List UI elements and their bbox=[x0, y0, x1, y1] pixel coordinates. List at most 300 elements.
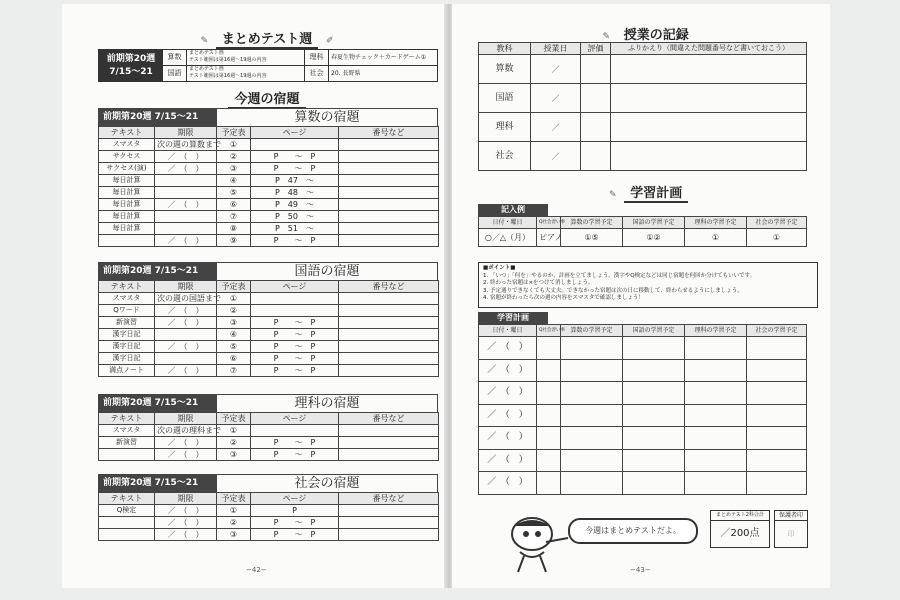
table-row bbox=[99, 329, 439, 341]
summary-subject: 算数 bbox=[163, 50, 187, 65]
example-cell: ピアノ bbox=[537, 229, 561, 247]
table-row bbox=[99, 529, 439, 541]
example-cell: ①② bbox=[623, 229, 685, 247]
subject-cell: 理科 bbox=[479, 113, 531, 142]
note-line: 1. 「いつ」「何を」やるのか、計画を立てましょう。漢字やQ検定などは同じ宿題を何回か分けてもいいです。 bbox=[483, 272, 756, 279]
table-cell: ⑥ bbox=[217, 199, 251, 211]
table-row bbox=[99, 175, 439, 187]
record-title: ✎ 授業の記録 bbox=[562, 24, 732, 43]
table-cell: ／ （ ） bbox=[155, 449, 217, 461]
table-cell: ③ bbox=[217, 529, 251, 541]
table-cell: P 〜 P bbox=[251, 235, 339, 247]
table-cell bbox=[339, 365, 439, 377]
right-page bbox=[452, 4, 830, 588]
table-row bbox=[99, 353, 439, 365]
plan-cell[interactable] bbox=[747, 337, 807, 360]
points-note bbox=[478, 262, 818, 308]
table-row bbox=[99, 341, 439, 353]
test-week-title: ✎ まとめテスト週 ✐ bbox=[182, 28, 352, 47]
column-header: テキスト bbox=[99, 127, 155, 139]
plan-cell[interactable] bbox=[561, 472, 623, 495]
plan-row bbox=[479, 337, 807, 360]
header-row bbox=[479, 325, 807, 337]
table-cell: スマスタ bbox=[99, 425, 155, 437]
reflection-cell bbox=[611, 113, 807, 142]
table-row bbox=[99, 211, 439, 223]
table-cell bbox=[339, 305, 439, 317]
column-header: 授業日 bbox=[531, 43, 581, 55]
column-header: 社会の学習予定 bbox=[747, 325, 807, 337]
section-tag: 前期第20週 7/15〜21 bbox=[99, 109, 217, 126]
table-cell: P 〜 P bbox=[251, 329, 339, 341]
section-header bbox=[98, 474, 438, 492]
table-cell: ／ （ ） bbox=[155, 151, 217, 163]
column-header: 国語の学習予定 bbox=[623, 217, 685, 229]
example-cell: ① bbox=[747, 229, 807, 247]
plan-cell[interactable] bbox=[623, 337, 685, 360]
table-cell: P 51 〜 bbox=[251, 223, 339, 235]
plan-cell[interactable] bbox=[537, 382, 561, 405]
summary-subject2: 社会 bbox=[305, 66, 329, 82]
table-cell: P 〜 P bbox=[251, 449, 339, 461]
table-cell bbox=[339, 505, 439, 517]
table-row bbox=[99, 425, 439, 437]
table-cell: P 47 〜 bbox=[251, 175, 339, 187]
table-cell: ② bbox=[217, 151, 251, 163]
table-row bbox=[99, 235, 439, 247]
table-cell: 次の週の算数まで bbox=[155, 139, 217, 151]
column-header: ページ bbox=[251, 493, 339, 505]
column-header: 予定表 bbox=[217, 281, 251, 293]
plan-cell[interactable] bbox=[685, 472, 747, 495]
page-number-left: −42− bbox=[246, 566, 267, 574]
table-cell: 毎日計算 bbox=[99, 187, 155, 199]
column-header: ページ bbox=[251, 413, 339, 425]
table-cell: P 〜 P bbox=[251, 517, 339, 529]
plan-cell[interactable] bbox=[685, 359, 747, 382]
plan-cell[interactable] bbox=[561, 359, 623, 382]
section-header bbox=[98, 262, 438, 280]
reflection-cell bbox=[611, 84, 807, 113]
table-cell: ① bbox=[217, 293, 251, 305]
table-cell: Qワード bbox=[99, 305, 155, 317]
note-line: 2. 終わった宿題は×をつけて消しましょう。 bbox=[483, 280, 594, 286]
table-row bbox=[479, 84, 807, 113]
column-header: 予定表 bbox=[217, 413, 251, 425]
plan-row bbox=[479, 449, 807, 472]
example-cell: ○／△（月） bbox=[479, 229, 537, 247]
plan-cell[interactable] bbox=[537, 427, 561, 450]
mascot-icon: ✎ bbox=[602, 32, 610, 42]
plan-cell[interactable] bbox=[623, 427, 685, 450]
score-box: まとめテスト2科合計 ／200点 bbox=[710, 510, 770, 548]
table-cell bbox=[251, 139, 339, 151]
plan-row bbox=[479, 382, 807, 405]
table-cell bbox=[339, 517, 439, 529]
table-cell: ／ （ ） bbox=[155, 529, 217, 541]
column-header: 期限 bbox=[155, 127, 217, 139]
date-cell[interactable]: ／ （ ） bbox=[479, 359, 537, 382]
plan-cell[interactable] bbox=[747, 472, 807, 495]
plan-cell[interactable] bbox=[623, 359, 685, 382]
table-cell bbox=[155, 353, 217, 365]
table-cell bbox=[339, 223, 439, 235]
homework-section bbox=[98, 262, 438, 377]
section-tag: 前期第20週 7/15〜21 bbox=[99, 263, 217, 280]
page-number-right: −43− bbox=[630, 566, 651, 574]
table-cell: P 〜 P bbox=[251, 365, 339, 377]
table-cell: 毎日計算 bbox=[99, 199, 155, 211]
header-row bbox=[99, 281, 439, 293]
column-header: 社会の学習予定 bbox=[747, 217, 807, 229]
table-cell: P 〜 P bbox=[251, 317, 339, 329]
table-row bbox=[99, 151, 439, 163]
header-row bbox=[99, 493, 439, 505]
plan-cell[interactable] bbox=[561, 337, 623, 360]
plan-cell[interactable] bbox=[537, 449, 561, 472]
column-header: 期限 bbox=[155, 413, 217, 425]
table-cell bbox=[339, 425, 439, 437]
section-title: 算数の宿題 bbox=[294, 110, 360, 125]
table-cell: ⑧ bbox=[217, 223, 251, 235]
column-header: Q社会習い事 bbox=[537, 217, 561, 229]
table-row bbox=[479, 142, 807, 171]
column-header: 理科の学習予定 bbox=[685, 325, 747, 337]
table-cell: スマスタ bbox=[99, 293, 155, 305]
table-cell bbox=[339, 151, 439, 163]
table-cell: ／ （ ） bbox=[155, 199, 217, 211]
example-tag: 記入例 bbox=[478, 204, 548, 216]
test-summary-rows bbox=[163, 50, 437, 82]
grade-cell bbox=[581, 113, 611, 142]
table-cell: ／ （ ） bbox=[155, 341, 217, 353]
table-cell: 毎日計算 bbox=[99, 223, 155, 235]
date-cell[interactable]: ／ （ ） bbox=[479, 382, 537, 405]
plan-cell[interactable] bbox=[685, 449, 747, 472]
plan-cell[interactable] bbox=[623, 404, 685, 427]
table-cell bbox=[99, 529, 155, 541]
column-header: 番号など bbox=[339, 127, 439, 139]
plan-tag: 学習計画 bbox=[478, 312, 548, 324]
summary-content2: 春夏生物チェック＋カードゲーム① bbox=[331, 54, 427, 61]
table-cell bbox=[339, 329, 439, 341]
table-cell: P 〜 P bbox=[251, 437, 339, 449]
plan-cell[interactable] bbox=[537, 359, 561, 382]
table-cell bbox=[155, 329, 217, 341]
table-cell: ／ （ ） bbox=[155, 235, 217, 247]
mascot-icon: ✎ bbox=[608, 190, 617, 200]
test-summary-box bbox=[98, 49, 438, 82]
plan-cell[interactable] bbox=[685, 382, 747, 405]
column-header: ページ bbox=[251, 127, 339, 139]
plan-cell[interactable] bbox=[537, 472, 561, 495]
column-header: テキスト bbox=[99, 493, 155, 505]
section-header bbox=[98, 108, 438, 126]
note-line: ■ポイント■ bbox=[483, 265, 516, 271]
plan-row bbox=[479, 427, 807, 450]
table-cell: ② bbox=[217, 437, 251, 449]
plan-title: ✎ 学習計画 bbox=[582, 182, 712, 201]
table-cell bbox=[339, 187, 439, 199]
example-cell: ①⑤ bbox=[561, 229, 623, 247]
table-cell bbox=[339, 353, 439, 365]
plan-cell[interactable] bbox=[561, 427, 623, 450]
date-cell: ／ bbox=[531, 113, 581, 142]
summary-row bbox=[163, 50, 437, 66]
table-cell: ／ （ ） bbox=[155, 437, 217, 449]
column-header: 算数の学習予定 bbox=[561, 217, 623, 229]
summary-subject2: 理科 bbox=[305, 50, 329, 65]
reflection-cell bbox=[611, 55, 807, 84]
column-header: ページ bbox=[251, 281, 339, 293]
pencil-icon: ✐ bbox=[325, 36, 334, 46]
table-cell: ／ （ ） bbox=[155, 505, 217, 517]
table-cell bbox=[339, 235, 439, 247]
table-row bbox=[99, 187, 439, 199]
table-cell: サクセス(演) bbox=[99, 163, 155, 175]
date-cell: ／ bbox=[531, 55, 581, 84]
mascot-icon: ✎ bbox=[200, 36, 208, 46]
table-cell: 毎日計算 bbox=[99, 211, 155, 223]
table-cell bbox=[99, 235, 155, 247]
section-tag: 前期第20週 7/15〜21 bbox=[99, 395, 217, 412]
column-header: 期限 bbox=[155, 281, 217, 293]
table-cell: 次の週の国語まで bbox=[155, 293, 217, 305]
table-cell: ⑤ bbox=[217, 187, 251, 199]
table-cell: ⑦ bbox=[217, 211, 251, 223]
column-header: 番号など bbox=[339, 281, 439, 293]
plan-row bbox=[479, 472, 807, 495]
table-cell bbox=[155, 187, 217, 199]
table-cell bbox=[251, 305, 339, 317]
column-header: Q社会習い事 bbox=[537, 325, 561, 337]
example-cell: ① bbox=[685, 229, 747, 247]
table-cell: 新演習 bbox=[99, 317, 155, 329]
table-cell: ⑨ bbox=[217, 235, 251, 247]
example-table bbox=[478, 204, 806, 247]
subject-cell: 国語 bbox=[479, 84, 531, 113]
table-cell: ③ bbox=[217, 163, 251, 175]
column-header: 算数の学習予定 bbox=[561, 325, 623, 337]
column-header: テキスト bbox=[99, 281, 155, 293]
table-cell: 漢字日記 bbox=[99, 329, 155, 341]
homework-section bbox=[98, 108, 438, 247]
table-row bbox=[99, 293, 439, 305]
plan-cell[interactable] bbox=[685, 427, 747, 450]
table-cell bbox=[155, 175, 217, 187]
header-row bbox=[99, 127, 439, 139]
column-header: 理科の学習予定 bbox=[685, 217, 747, 229]
table-cell bbox=[99, 517, 155, 529]
table-cell: ／ （ ） bbox=[155, 317, 217, 329]
table-cell bbox=[339, 449, 439, 461]
column-header: 予定表 bbox=[217, 493, 251, 505]
plan-cell[interactable] bbox=[747, 382, 807, 405]
table-row bbox=[99, 317, 439, 329]
table-cell: ③ bbox=[217, 317, 251, 329]
note-line: 3. 予定通りできなくても大丈夫。できなかった宿題は次の日に移動して、終わらせるようにしましょう。 bbox=[483, 287, 743, 294]
summary-row bbox=[163, 66, 437, 82]
column-header: 番号など bbox=[339, 493, 439, 505]
table-cell: ① bbox=[217, 139, 251, 151]
table-cell: ⑥ bbox=[217, 353, 251, 365]
column-header: 予定表 bbox=[217, 127, 251, 139]
table-row bbox=[99, 223, 439, 235]
table-cell bbox=[339, 317, 439, 329]
date-cell: ／ bbox=[531, 84, 581, 113]
table-cell bbox=[339, 437, 439, 449]
table-cell: P 〜 P bbox=[251, 341, 339, 353]
table-cell bbox=[339, 163, 439, 175]
table-cell bbox=[339, 341, 439, 353]
table-cell: ⑤ bbox=[217, 341, 251, 353]
table-row bbox=[99, 199, 439, 211]
table-cell bbox=[155, 211, 217, 223]
table-cell: ③ bbox=[217, 449, 251, 461]
plan-row bbox=[479, 359, 807, 382]
plan-cell[interactable] bbox=[747, 404, 807, 427]
table-cell: 満点ノート bbox=[99, 365, 155, 377]
plan-table bbox=[478, 312, 806, 495]
table-cell: スマスタ bbox=[99, 139, 155, 151]
plan-cell[interactable] bbox=[747, 449, 807, 472]
table-cell: 漢字日記 bbox=[99, 341, 155, 353]
date-cell[interactable]: ／ （ ） bbox=[479, 337, 537, 360]
plan-cell[interactable] bbox=[537, 337, 561, 360]
parent-stamp-box: 保護者印 印 bbox=[774, 510, 808, 548]
table-cell: Q検定 bbox=[99, 505, 155, 517]
date-cell[interactable]: ／ （ ） bbox=[479, 427, 537, 450]
column-header: テキスト bbox=[99, 413, 155, 425]
homework-table bbox=[98, 412, 439, 461]
plan-cell[interactable] bbox=[561, 382, 623, 405]
table-row bbox=[99, 437, 439, 449]
section-title: 国語の宿題 bbox=[294, 264, 360, 279]
column-header: 日付・曜日 bbox=[479, 217, 537, 229]
header-row bbox=[479, 217, 807, 229]
table-row bbox=[479, 113, 807, 142]
summary-content2: 20. 長野県 bbox=[331, 70, 361, 77]
left-page bbox=[62, 4, 446, 588]
column-header: 番号など bbox=[339, 413, 439, 425]
summary-content: まとめテスト画 テスト範囲は第16週〜19週の内容 bbox=[187, 50, 305, 65]
subject-cell: 算数 bbox=[479, 55, 531, 84]
table-cell: P 50 〜 bbox=[251, 211, 339, 223]
table-cell bbox=[339, 199, 439, 211]
table-cell: ④ bbox=[217, 329, 251, 341]
plan-cell[interactable] bbox=[623, 382, 685, 405]
date-cell[interactable]: ／ （ ） bbox=[479, 472, 537, 495]
date-cell[interactable]: ／ （ ） bbox=[479, 449, 537, 472]
plan-cell[interactable] bbox=[747, 427, 807, 450]
table-row bbox=[99, 505, 439, 517]
table-cell: ／ （ ） bbox=[155, 365, 217, 377]
table-row bbox=[99, 365, 439, 377]
speech-bubble: 今週はまとめテストだよ。 bbox=[568, 518, 698, 544]
table-cell: サクセス bbox=[99, 151, 155, 163]
table-cell bbox=[251, 425, 339, 437]
mascot-illustration bbox=[498, 512, 578, 574]
plan-row bbox=[479, 404, 807, 427]
plan-cell[interactable] bbox=[623, 472, 685, 495]
plan-cell[interactable] bbox=[623, 449, 685, 472]
table-cell: P 49 〜 bbox=[251, 199, 339, 211]
column-header: 国語の学習予定 bbox=[623, 325, 685, 337]
homework-table bbox=[98, 126, 439, 247]
header-row bbox=[479, 43, 807, 55]
grade-cell bbox=[581, 55, 611, 84]
table-cell bbox=[339, 293, 439, 305]
table-row bbox=[99, 517, 439, 529]
table-cell: ② bbox=[217, 517, 251, 529]
date-cell: ／ bbox=[531, 142, 581, 171]
plan-cell[interactable] bbox=[685, 404, 747, 427]
column-header: ふりかえり（間違えた問題番号など書いておこう） bbox=[611, 43, 807, 55]
plan-cell[interactable] bbox=[561, 449, 623, 472]
column-header: 評価 bbox=[581, 43, 611, 55]
homework-section bbox=[98, 474, 438, 541]
date-cell[interactable]: ／ （ ） bbox=[479, 404, 537, 427]
table-cell bbox=[339, 529, 439, 541]
plan-cell[interactable] bbox=[537, 404, 561, 427]
column-header: 日付・曜日 bbox=[479, 325, 537, 337]
table-cell: ① bbox=[217, 505, 251, 517]
table-cell bbox=[251, 293, 339, 305]
summary-subject: 国語 bbox=[163, 66, 187, 82]
period-badge: 前期第20週 7/15〜21 bbox=[99, 50, 163, 81]
table-row bbox=[99, 449, 439, 461]
table-cell: ② bbox=[217, 305, 251, 317]
table-cell: 新演習 bbox=[99, 437, 155, 449]
homework-table bbox=[98, 492, 439, 541]
section-title: 理科の宿題 bbox=[294, 396, 360, 411]
plan-cell[interactable] bbox=[561, 404, 623, 427]
table-cell: ⑦ bbox=[217, 365, 251, 377]
note-line: 4. 宿題が終わったら次の週の内容をスマスタで確認しましょう！ bbox=[483, 295, 644, 301]
table-cell: P 〜 P bbox=[251, 163, 339, 175]
table-row bbox=[479, 55, 807, 84]
example-row bbox=[479, 229, 807, 247]
column-header: 期限 bbox=[155, 493, 217, 505]
table-cell: P bbox=[251, 505, 339, 517]
table-cell: 漢字日記 bbox=[99, 353, 155, 365]
table-cell: 次の週の理科まで bbox=[155, 425, 217, 437]
weekly-homework-title: 今週の宿題 bbox=[202, 88, 332, 107]
record-table bbox=[478, 42, 806, 171]
table-cell bbox=[339, 175, 439, 187]
subject-cell: 社会 bbox=[479, 142, 531, 171]
table-cell bbox=[339, 139, 439, 151]
section-tag: 前期第20週 7/15〜21 bbox=[99, 475, 217, 492]
table-cell: P 48 〜 bbox=[251, 187, 339, 199]
table-cell: P 〜 P bbox=[251, 151, 339, 163]
header-row bbox=[99, 413, 439, 425]
table-row bbox=[99, 305, 439, 317]
table-cell: ／ （ ） bbox=[155, 305, 217, 317]
plan-cell[interactable] bbox=[685, 337, 747, 360]
table-cell: ④ bbox=[217, 175, 251, 187]
table-cell: P 〜 P bbox=[251, 353, 339, 365]
section-header bbox=[98, 394, 438, 412]
homework-section bbox=[98, 394, 438, 461]
summary-content: まとめテスト画 テスト範囲は第16週〜19週の内容 bbox=[187, 66, 305, 82]
table-cell: ① bbox=[217, 425, 251, 437]
table-cell: ／ （ ） bbox=[155, 517, 217, 529]
table-row bbox=[99, 163, 439, 175]
homework-table bbox=[98, 280, 439, 377]
plan-cell[interactable] bbox=[747, 359, 807, 382]
table-cell bbox=[99, 449, 155, 461]
